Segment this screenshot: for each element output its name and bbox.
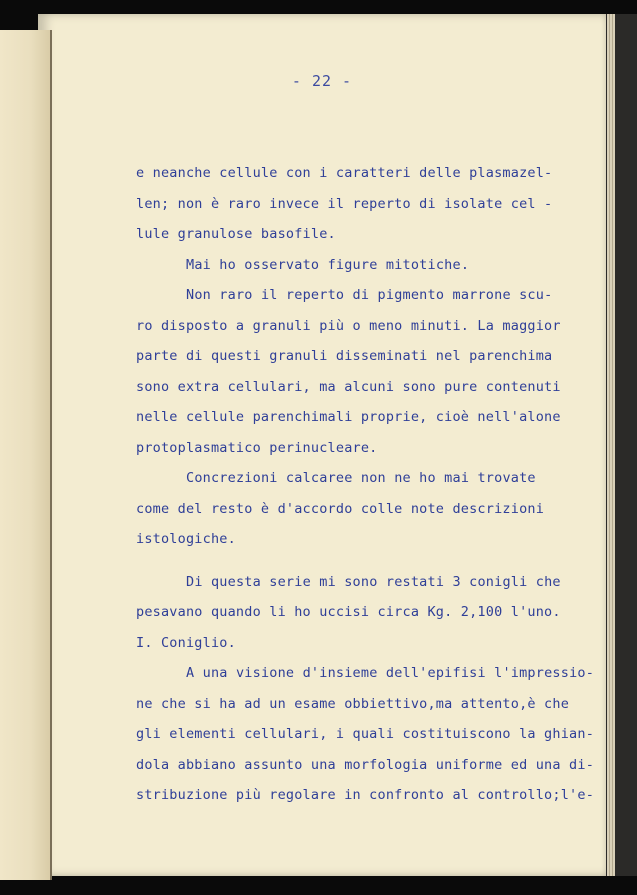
text-line: Di questa serie mi sono restati 3 conigli che bbox=[186, 573, 561, 590]
text-line: len; non è raro invece il reperto di isolate cel - bbox=[136, 195, 553, 212]
text-line: Non raro il reperto di pigmento marrone scu- bbox=[186, 287, 553, 303]
page-stack-edge bbox=[607, 14, 615, 876]
left-page-edge bbox=[0, 30, 52, 880]
text-line: dola abbiano assunto una morfologia uniforme ed una di- bbox=[136, 756, 595, 773]
text-line: sono extra cellulari, ma alcuni sono pure contenuti bbox=[136, 378, 561, 395]
text-line: ro disposto a granuli più o meno minuti. La maggior bbox=[136, 317, 561, 334]
page-number: - 22 - bbox=[291, 72, 353, 90]
text-line: come del resto è d'accordo colle note descrizioni bbox=[136, 500, 545, 517]
text-line: ne che si ha ad un esame obbiettivo,ma attento,è che bbox=[136, 695, 570, 712]
text-line: stribuzione più regolare in confronto al controllo;l'e- bbox=[136, 787, 595, 803]
text-line: gli elementi cellulari, i quali costituiscono la ghian- bbox=[136, 726, 595, 742]
text-line: nelle cellule parenchimali proprie, cioè nell'alone bbox=[136, 409, 561, 425]
text-line: istologiche. bbox=[136, 531, 236, 547]
text-line: pesavano quando li ho uccisi circa Kg. 2,100 l'uno. bbox=[136, 604, 561, 620]
text-line: e neanche cellule con i caratteri delle plasmazel- bbox=[136, 165, 553, 181]
paragraph-gap bbox=[136, 555, 556, 567]
document-page bbox=[38, 14, 606, 876]
typed-text-body bbox=[136, 158, 595, 811]
text-line: A una visione d'insieme dell'epifisi l'impressio- bbox=[186, 665, 595, 681]
text-line: I. Coniglio. bbox=[136, 634, 236, 651]
text-line: lule granulose basofile. bbox=[136, 226, 336, 242]
text-line: protoplasmatico perinucleare. bbox=[136, 439, 378, 456]
text-line: parte di questi granuli disseminati nel parenchima bbox=[136, 348, 553, 364]
text-line: Mai ho osservato figure mitotiche. bbox=[186, 256, 470, 273]
text-line: Concrezioni calcaree non ne ho mai trovate bbox=[186, 470, 536, 486]
